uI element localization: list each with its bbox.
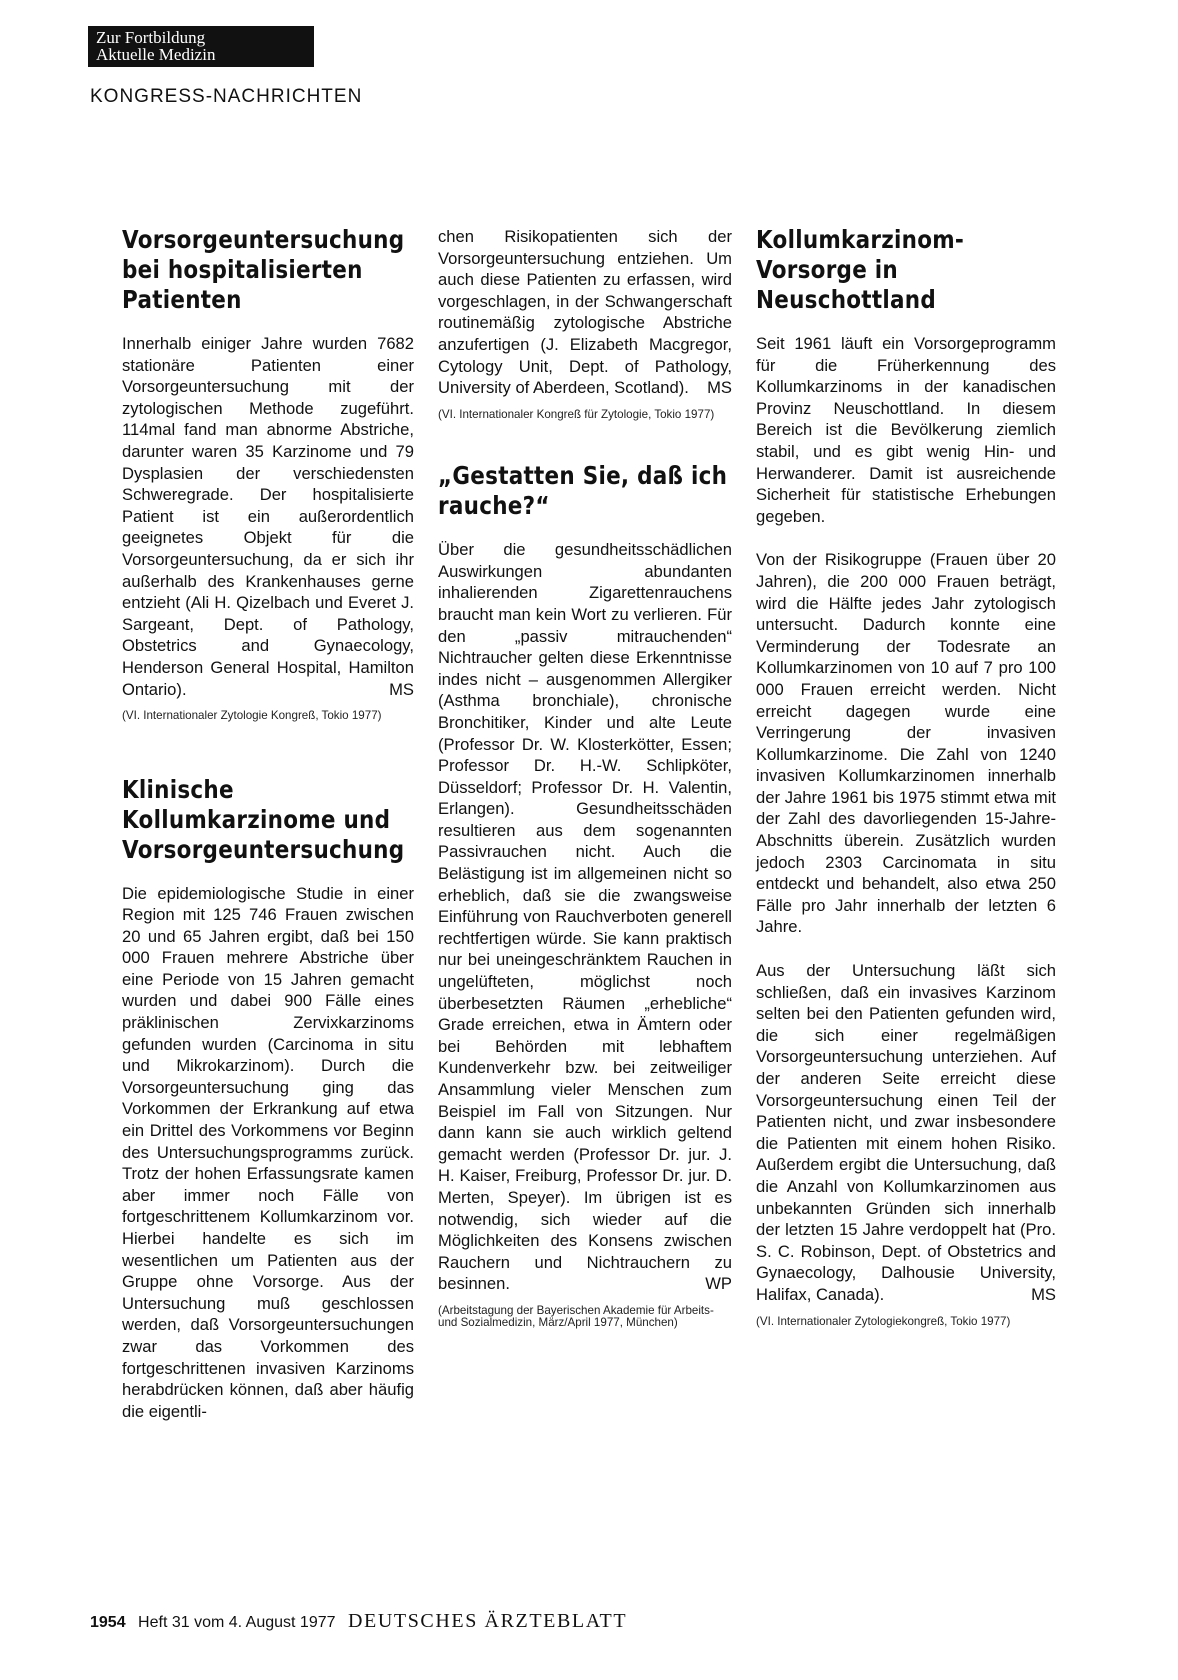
column-3: [756, 225, 1056, 1328]
article-paragraph-3: [756, 960, 1056, 1306]
page-number: 1954: [90, 1614, 126, 1631]
column-1: [122, 225, 414, 1422]
author-signature: MS: [389, 679, 414, 699]
author-signature: WP: [705, 1274, 732, 1294]
article-text: Innerhalb einiger Jahre wurden 7682 stationäre Patienten einer Vorsorgeuntersuchung mit der zytologischen Methode zugeführt. 114mal fand man abnorme Abstriche, darunter waren 35 Karzinome und 79 Dysplasien der verschiedensten Schweregrade. Der hospitalisierte Patient ist ein außerordentlich geeignetes Objekt für die Vorsorgeuntersuchung, da er sich ihr außerhalb des Krankenhauses gerne entzieht (Ali H. Qizelbach und Everet J. Sargeant, Dept. of Pathology, Obstetrics and Gynaecology, Henderson General Hospital, Hamilton Ontario).: [122, 334, 414, 699]
author-signature: MS: [1031, 1284, 1056, 1304]
article-text: Über die gesundheitsschädlichen Auswirkungen abundanten inhalierenden Zigarettenrauchens braucht man kein Wort zu verlieren. Für den „passiv mitrauchenden“ Nichtraucher gelten diese Erkenntnisse indes nicht – ausgenommen Allergiker (Asthma bronchiale), chronische Bronchitiker, Kinder und alte Leute (Professor Dr. W. Klosterkötter, Essen; Professor Dr. H.-W. Schlipköter, Düsseldorf; Professor Dr. H. Valentin, Erlangen). Gesundheitsschäden resultieren aus dem sogenannten Passivrauchen nicht. Auch die Belästigung ist im allgemeinen nicht so erheblich, daß sie die zwangsweise Einführung von Rauchverboten generell rechtfertigen würde. Sie kann praktisch nur bei uneingeschränktem Rauchen in ungelüfteten, möglichst noch überbesetzten Räumen „erhebliche“ Grade erreichen, etwa in Ämtern oder bei Behörden mit lebhaftem Kundenverkehr bzw. bei zeitweiliger Ansammlung vieler Menschen zum Beispiel im Fall von Sitzungen. Nur dann kann sie auch wirklich geltend gemacht werden (Professor Dr. jur. J. H. Kaiser, Freiburg, Professor Dr. jur. D. Merten, Speyer). Im übrigen ist es notwendig, sich wieder auf die Möglichkeiten des Konsens zwischen Rauchern und Nichtrauchern zu besinnen.: [438, 540, 732, 1294]
article-body: Die epidemiologische Studie in einer Region mit 125 746 Frauen zwischen 20 und 65 Jahren ergibt, daß bei 150 000 Frauen mehrere Abstriche über eine Periode von 15 Jahren gemacht wurden und dabei 900 Fälle eines präklinischen Zervixkarzinoms gefunden wurden (Carcinoma in situ und Mikrokarzinom). Durch die Vorsorgeuntersuchung ging das Vorkommen der Erkrankung auf etwa ein Drittel des Vorkommens vor Beginn des Untersuchungsprogramms zurück. Trotz der hohen Erfassungsrate kamen aber immer noch Fälle von fortgeschrittenem Kollumkarzinom vor. Hierbei handelte es sich im wesentlichen um Patienten aus der Gruppe ohne Vorsorge. Aus der Untersuchung muß geschlossen werden, daß Vorsorgeuntersuchungen zwar das Vorkommen des fortgeschrittenen invasiven Karzinoms herabdrücken können, daß aber häufig die eigentli-: [122, 883, 414, 1421]
column-2: [438, 226, 732, 1330]
rubric-line-2: Aktuelle Medizin: [96, 45, 216, 64]
article-source: (Arbeitstagung der Bayerischen Akademie für Arbeits- und Sozialmedizin, März/April 1977, München): [438, 1303, 714, 1330]
article-body: [122, 333, 414, 700]
article-title: „Gestatten Sie, daß ich rauche?“: [438, 461, 728, 521]
rubric-badge: [88, 26, 314, 67]
article-title: Kollumkarzinom-Vorsorge in Neuschottland: [756, 225, 965, 314]
section-label: KONGRESS-NACHRICHTEN: [90, 86, 363, 107]
article-text: chen Risikopatienten sich der Vorsorgeuntersuchung entziehen. Um auch diese Patienten zu erfassen, wird vorgeschlagen, in der Schwangerschaft routinemäßig zytologische Abstriche anzufertigen (J. Elizabeth Macgregor, Cytology Unit, Dept. of Pathology, University of Aberdeen, Scotland).: [438, 227, 732, 398]
article-hospitalized: [122, 225, 414, 723]
author-signature: MS: [707, 378, 732, 398]
article-paragraph-1: Seit 1961 läuft ein Vorsorgeprogramm für die Früherkennung des Kollumkarzinoms in der kanadischen Provinz Neuschottland. In diesem Bereich ist die Bevölkerung ziemlich stabil, und es gibt wenig Hin- und Herwanderer. Damit ist ausreichende Sicherheit für statistische Erhebungen gegeben.: [756, 334, 1056, 526]
article-clinical: [122, 775, 414, 1423]
article-title: Vorsorgeuntersuchung bei hospitalisierten Patienten: [122, 225, 405, 314]
journal-name: DEUTSCHES ÄRZTEBLATT: [347, 1610, 628, 1632]
article-title: Klinische Kollumkarzinome und Vorsorgeuntersuchung: [122, 774, 405, 864]
article-body: [438, 539, 732, 1295]
article-nova-scotia: [756, 225, 1056, 1328]
issue-info: Heft 31 vom 4. August 1977: [138, 1614, 336, 1631]
page-footer: [90, 1610, 627, 1633]
article-source: (VI. Internationaler Zytologie Kongreß, Tokio 1977): [122, 709, 382, 723]
article-text: Aus der Untersuchung läßt sich schließen, daß ein invasives Karzinom selten bei den Patienten gefunden wird, die sich einer regelmäßigen Vorsorgeuntersuchung unterziehen. Auf der anderen Seite erreicht diese Vorsorgeuntersuchung einen Teil der Patienten nicht, und zwar insbesondere die Patienten mit einem hohen Risiko. Außerdem ergibt die Untersuchung, daß die Anzahl von Kollumkarzinomen aus unbekannten Gründen sich innerhalb der letzten 15 Jahre verdoppelt hat (Pro. S. C. Robinson, Dept. of Obstetrics and Gynaecology, Dalhousie University, Halifax, Canada).: [756, 961, 1056, 1304]
article-source: (VI. Internationaler Kongreß für Zytologie, Tokio 1977): [438, 407, 715, 421]
article-clinical-continued: [438, 226, 732, 421]
article-body-continued: [438, 226, 732, 399]
article-source: (VI. Internationaler Zytologiekongreß, Tokio 1977): [756, 1314, 1011, 1328]
article-paragraph-2: Von der Risikogruppe (Frauen über 20 Jahren), die 200 000 Frauen beträgt, wird die Hälfte jedes Jahr zytologisch untersucht. Dadurch konnte eine Verminderung der Todesrate an Kollumkarzinomen von 10 auf 7 pro 100 000 Frauen erreicht werden. Nicht erreicht dagegen wurde eine Verringerung der invasiven Kollumkarzinome. Die Zahl von 1240 invasiven Kollumkarzinomen innerhalb der Jahre 1961 bis 1975 stimmt etwa mit der Zahl des davorliegenden 15-Jahre-Abschnitts überein. Zusätzlich wurden jedoch 2303 Carcinomata in situ entdeckt und behandelt, also etwa 250 Fälle pro Jahr innerhalb der letzten 6 Jahre.: [756, 550, 1056, 937]
article-smoking: [438, 461, 732, 1330]
rubric-line-1: Zur Fortbildung: [96, 28, 206, 47]
